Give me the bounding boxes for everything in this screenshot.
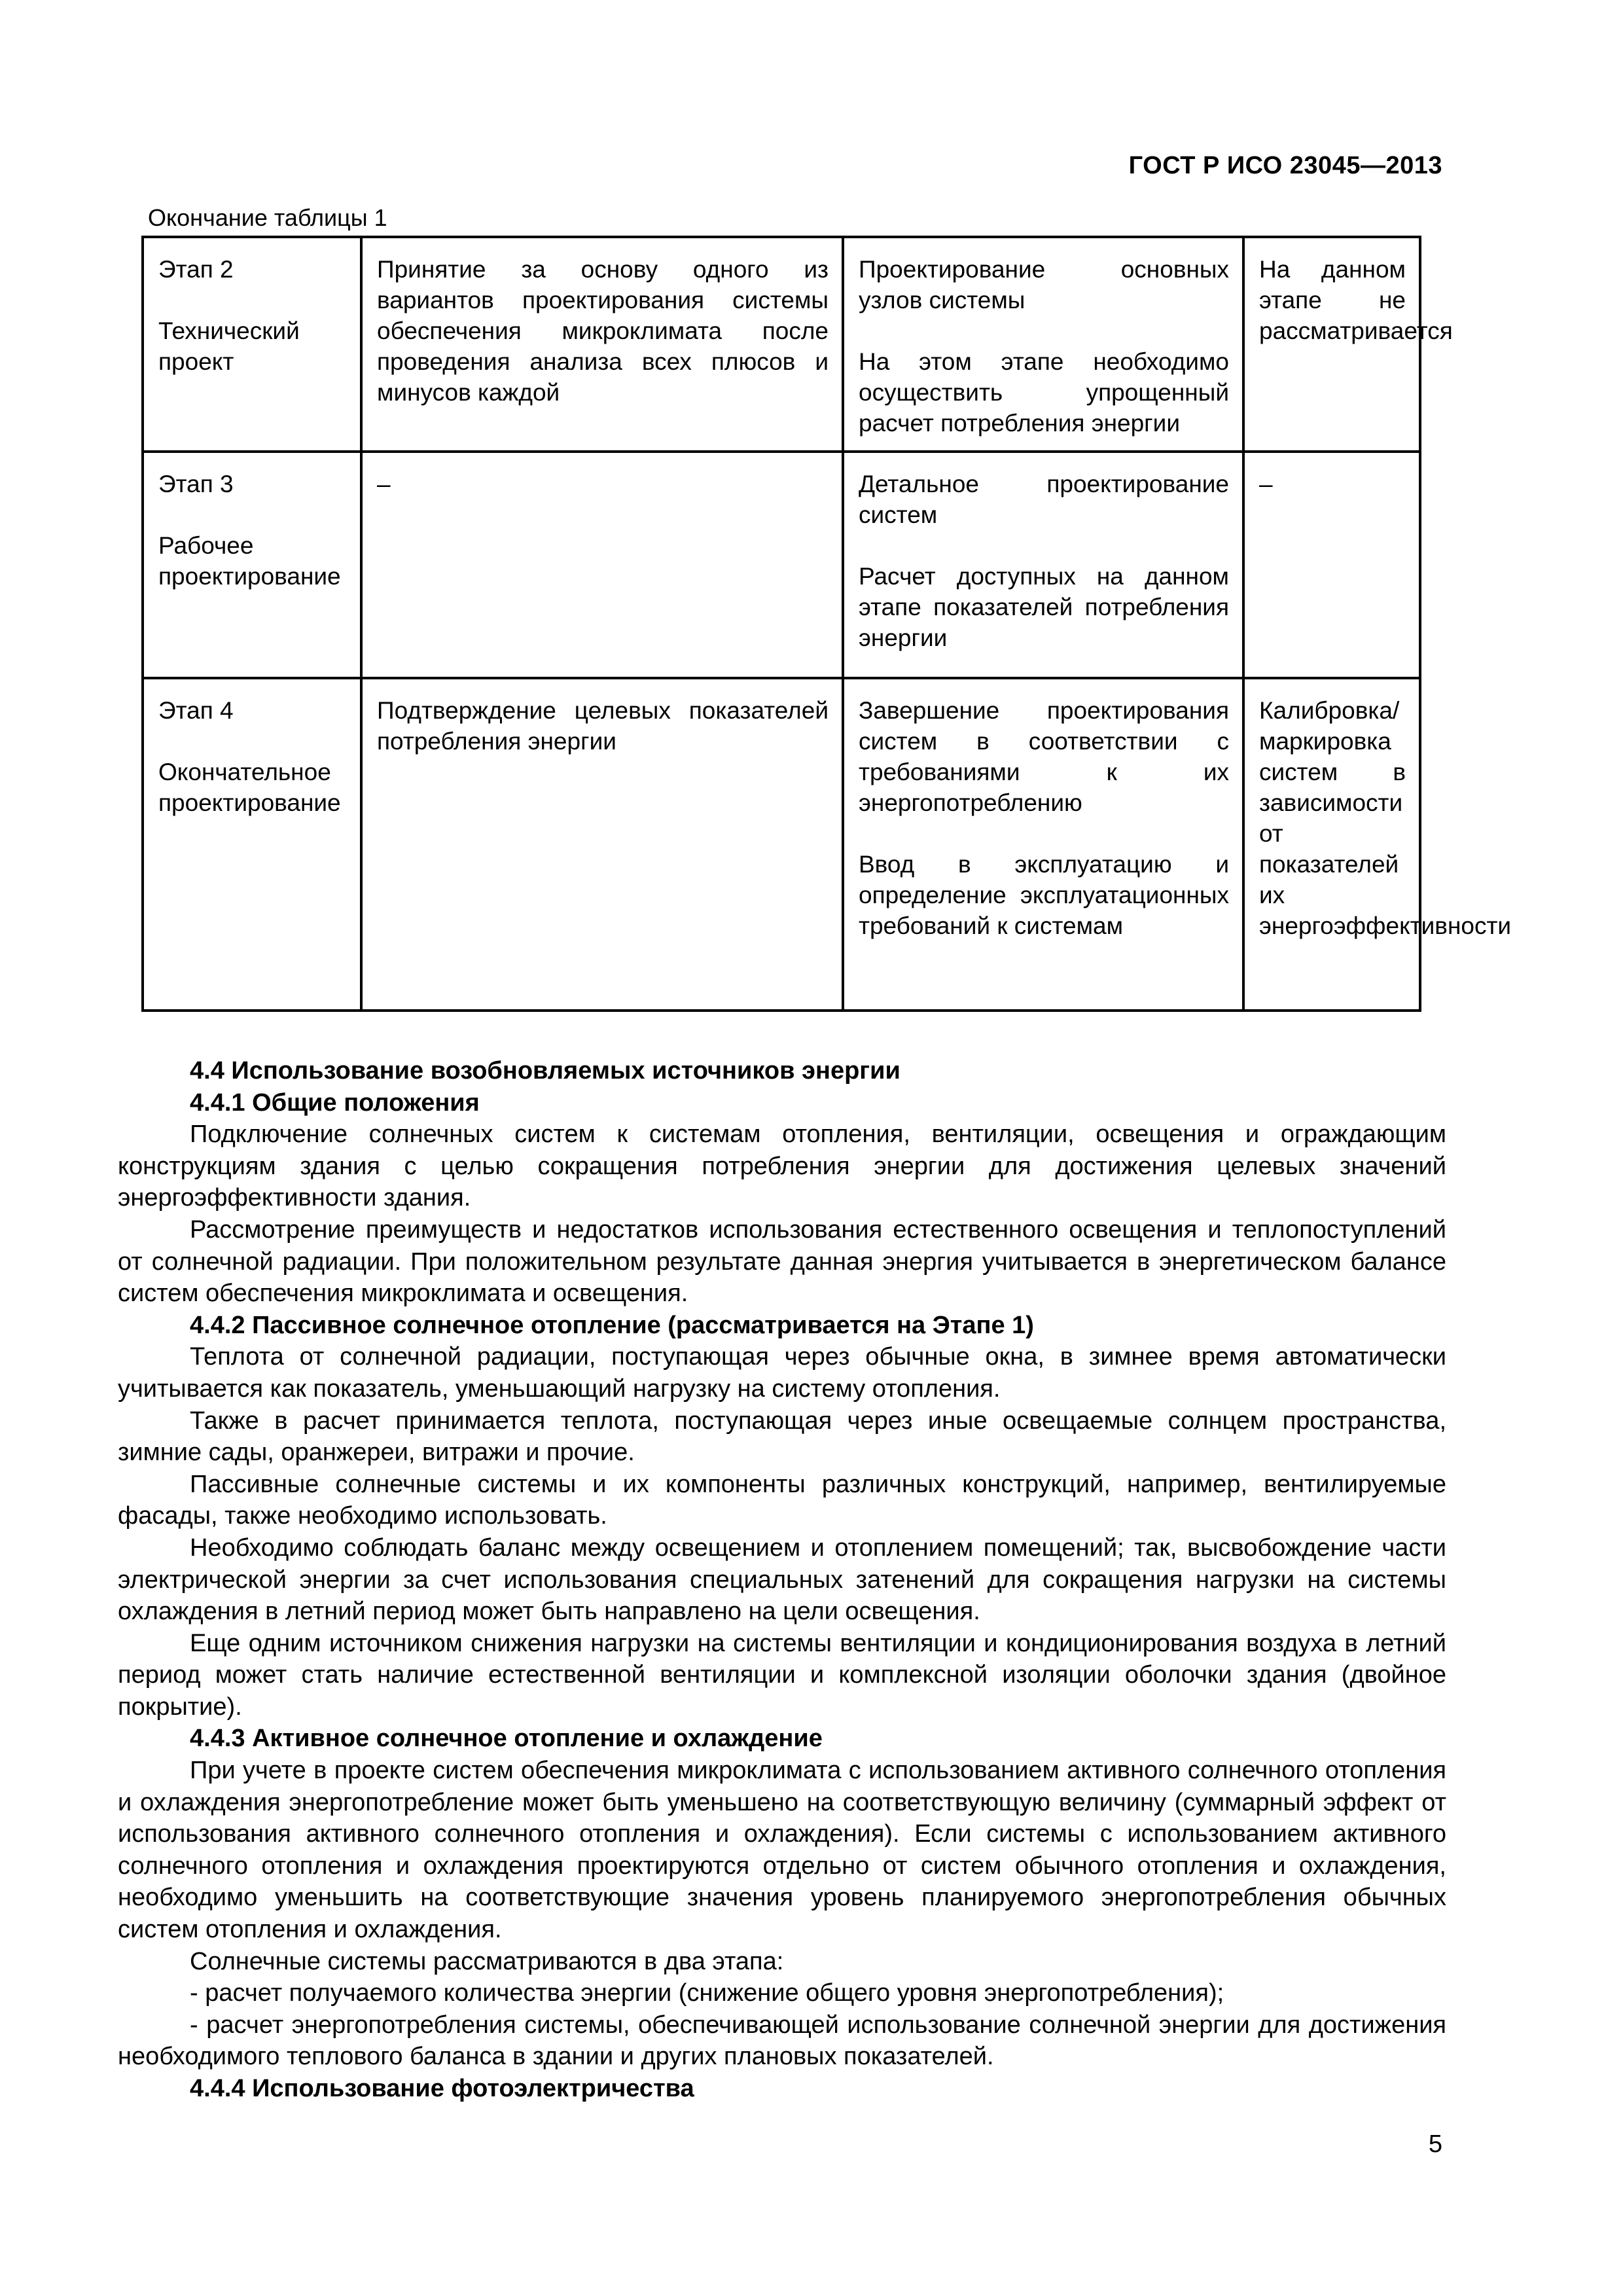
- paragraph: Рассмотрение преимуществ и недостатков использования естественного освещения и теплопоступлений от солнечной радиации. При положительном результате данная энергия учитывается в энергетическом балансе систем обеспечения микроклимата и освещения.: [118, 1215, 1446, 1308]
- cell-text: Ввод в эксплуатацию и определение эксплуатационных требований к системам: [859, 851, 1229, 939]
- paragraph: Теплота от солнечной радиации, поступающая через обычные окна, в зимнее время автоматически учитывается как показатель, уменьшающий нагрузку на систему отопления.: [118, 1343, 1446, 1403]
- cell-text: Проектирование основных узлов системы: [859, 256, 1229, 314]
- table-cell: [843, 452, 1243, 678]
- table-cell: [1243, 237, 1453, 452]
- list-item: - расчет получаемого количества энергии (снижение общего уровня энергопотребления);: [190, 1979, 1224, 2007]
- subsection-heading: 4.4.4 Использование фотоэлектричества: [190, 2075, 694, 2102]
- stage-name: Технический проект: [158, 317, 300, 375]
- table-caption: Окончание таблицы 1: [148, 204, 387, 231]
- cell-text: Расчет доступных на данном этапе показателей потребления энергии: [859, 563, 1229, 651]
- table-row: [143, 237, 1420, 452]
- subsection-heading: 4.4.1 Общие положения: [190, 1088, 480, 1117]
- paragraph: Необходимо соблюдать баланс между освещением и отоплением помещений; так, высвобождение части электрической энергии за счет использования специальных затенений для сокращения нагрузки на системы охлаждения в летний период может быть направлено на цели освещения.: [118, 1534, 1446, 1626]
- stage-number: Этап 3: [158, 471, 234, 497]
- stage-name: Рабочее проектирование: [158, 532, 341, 590]
- table-cell: [361, 678, 843, 1011]
- table-row: [143, 452, 1420, 678]
- page-number: 5: [1428, 2130, 1442, 2158]
- cell-text: Детальное проектирование систем: [859, 471, 1229, 528]
- cell-text: Калибровка/ маркировка систем в зависимости от показателей их энергоэффективности: [1259, 697, 1512, 939]
- table-cell: [1243, 452, 1420, 678]
- table-cell: [843, 678, 1243, 1011]
- cell-text: Завершение проектирования систем в соответствии с требованиями к их энергопотреблению: [859, 697, 1229, 816]
- table-row: [143, 678, 1420, 1011]
- paragraph: Подключение солнечных систем к системам отопления, вентиляции, освещения и ограждающим конструкциям здания с целью сокращения потребления энергии для достижения целевых значений энергоэффективности здания.: [118, 1121, 1446, 1212]
- stages-table: [141, 236, 1512, 1012]
- cell-text: –: [377, 471, 391, 497]
- table-cell: [1243, 678, 1512, 1011]
- table-cell: [361, 237, 843, 452]
- table-cell: [361, 452, 843, 678]
- list-item: - расчет энергопотребления системы, обеспечивающей использование солнечной энергии для достижения необходимого теплового баланса в здании и других плановых показателей.: [118, 2011, 1446, 2071]
- cell-text: На данном этапе не рассматривается: [1259, 256, 1453, 344]
- cell-text: Принятие за основу одного из вариантов проектирования системы обеспечения микроклимата после проведения анализа всех плюсов и минусов каждой: [377, 256, 829, 406]
- paragraph: Солнечные системы рассматриваются в два этапа:: [190, 1947, 784, 1975]
- section-heading: 4.4 Использование возобновляемых источников энергии: [190, 1057, 901, 1085]
- paragraph: Пассивные солнечные системы и их компоненты различных конструкций, например, вентилируемые фасады, также необходимо использовать.: [118, 1470, 1446, 1530]
- subsection-heading: 4.4.3 Активное солнечное отопление и охлаждение: [190, 1725, 823, 1753]
- stage-cell: [143, 678, 361, 1011]
- cell-text: –: [1259, 471, 1273, 497]
- paragraph: При учете в проекте систем обеспечения микроклимата с использованием активного солнечного отопления и охлаждения энергопотребление может быть уменьшено на соответствующую величину (суммарный эффект от использования активного солнечного отопления и охлаждения). Если системы с использованием активного солнечного отопления и охлаждения проектируются отдельно от систем обычного отопления и охлаждения, необходимо уменьшить на соответствующие значения уровень планируемого энергопотребления обычных систем отопления и охлаждения.: [118, 1757, 1446, 1944]
- table-cell: [843, 237, 1243, 452]
- stage-number: Этап 4: [158, 697, 234, 724]
- paragraph: Также в расчет принимается теплота, поступающая через иные освещаемые солнцем пространства, зимние сады, оранжереи, витражи и прочие.: [118, 1407, 1446, 1467]
- cell-text: На этом этапе необходимо осуществить упрощенный расчет потребления энергии: [859, 348, 1229, 437]
- subsection-heading: 4.4.2 Пассивное солнечное отопление (рассматривается на Этапе 1): [190, 1311, 1034, 1339]
- document-body: [118, 1055, 1446, 2105]
- document-code: ГОСТ Р ИСО 23045—2013: [1128, 152, 1442, 179]
- paragraph: Еще одним источником снижения нагрузки на системы вентиляции и кондиционирования воздуха в летний период может стать наличие естественной вентиляции и комплексной изоляции оболочки здания (двойное покрытие).: [118, 1629, 1446, 1721]
- stage-cell: [143, 237, 361, 452]
- stage-number: Этап 2: [158, 256, 234, 283]
- cell-text: Подтверждение целевых показателей потребления энергии: [377, 697, 829, 755]
- stage-name: Окончательное проектирование: [158, 759, 341, 816]
- stage-cell: [143, 452, 361, 678]
